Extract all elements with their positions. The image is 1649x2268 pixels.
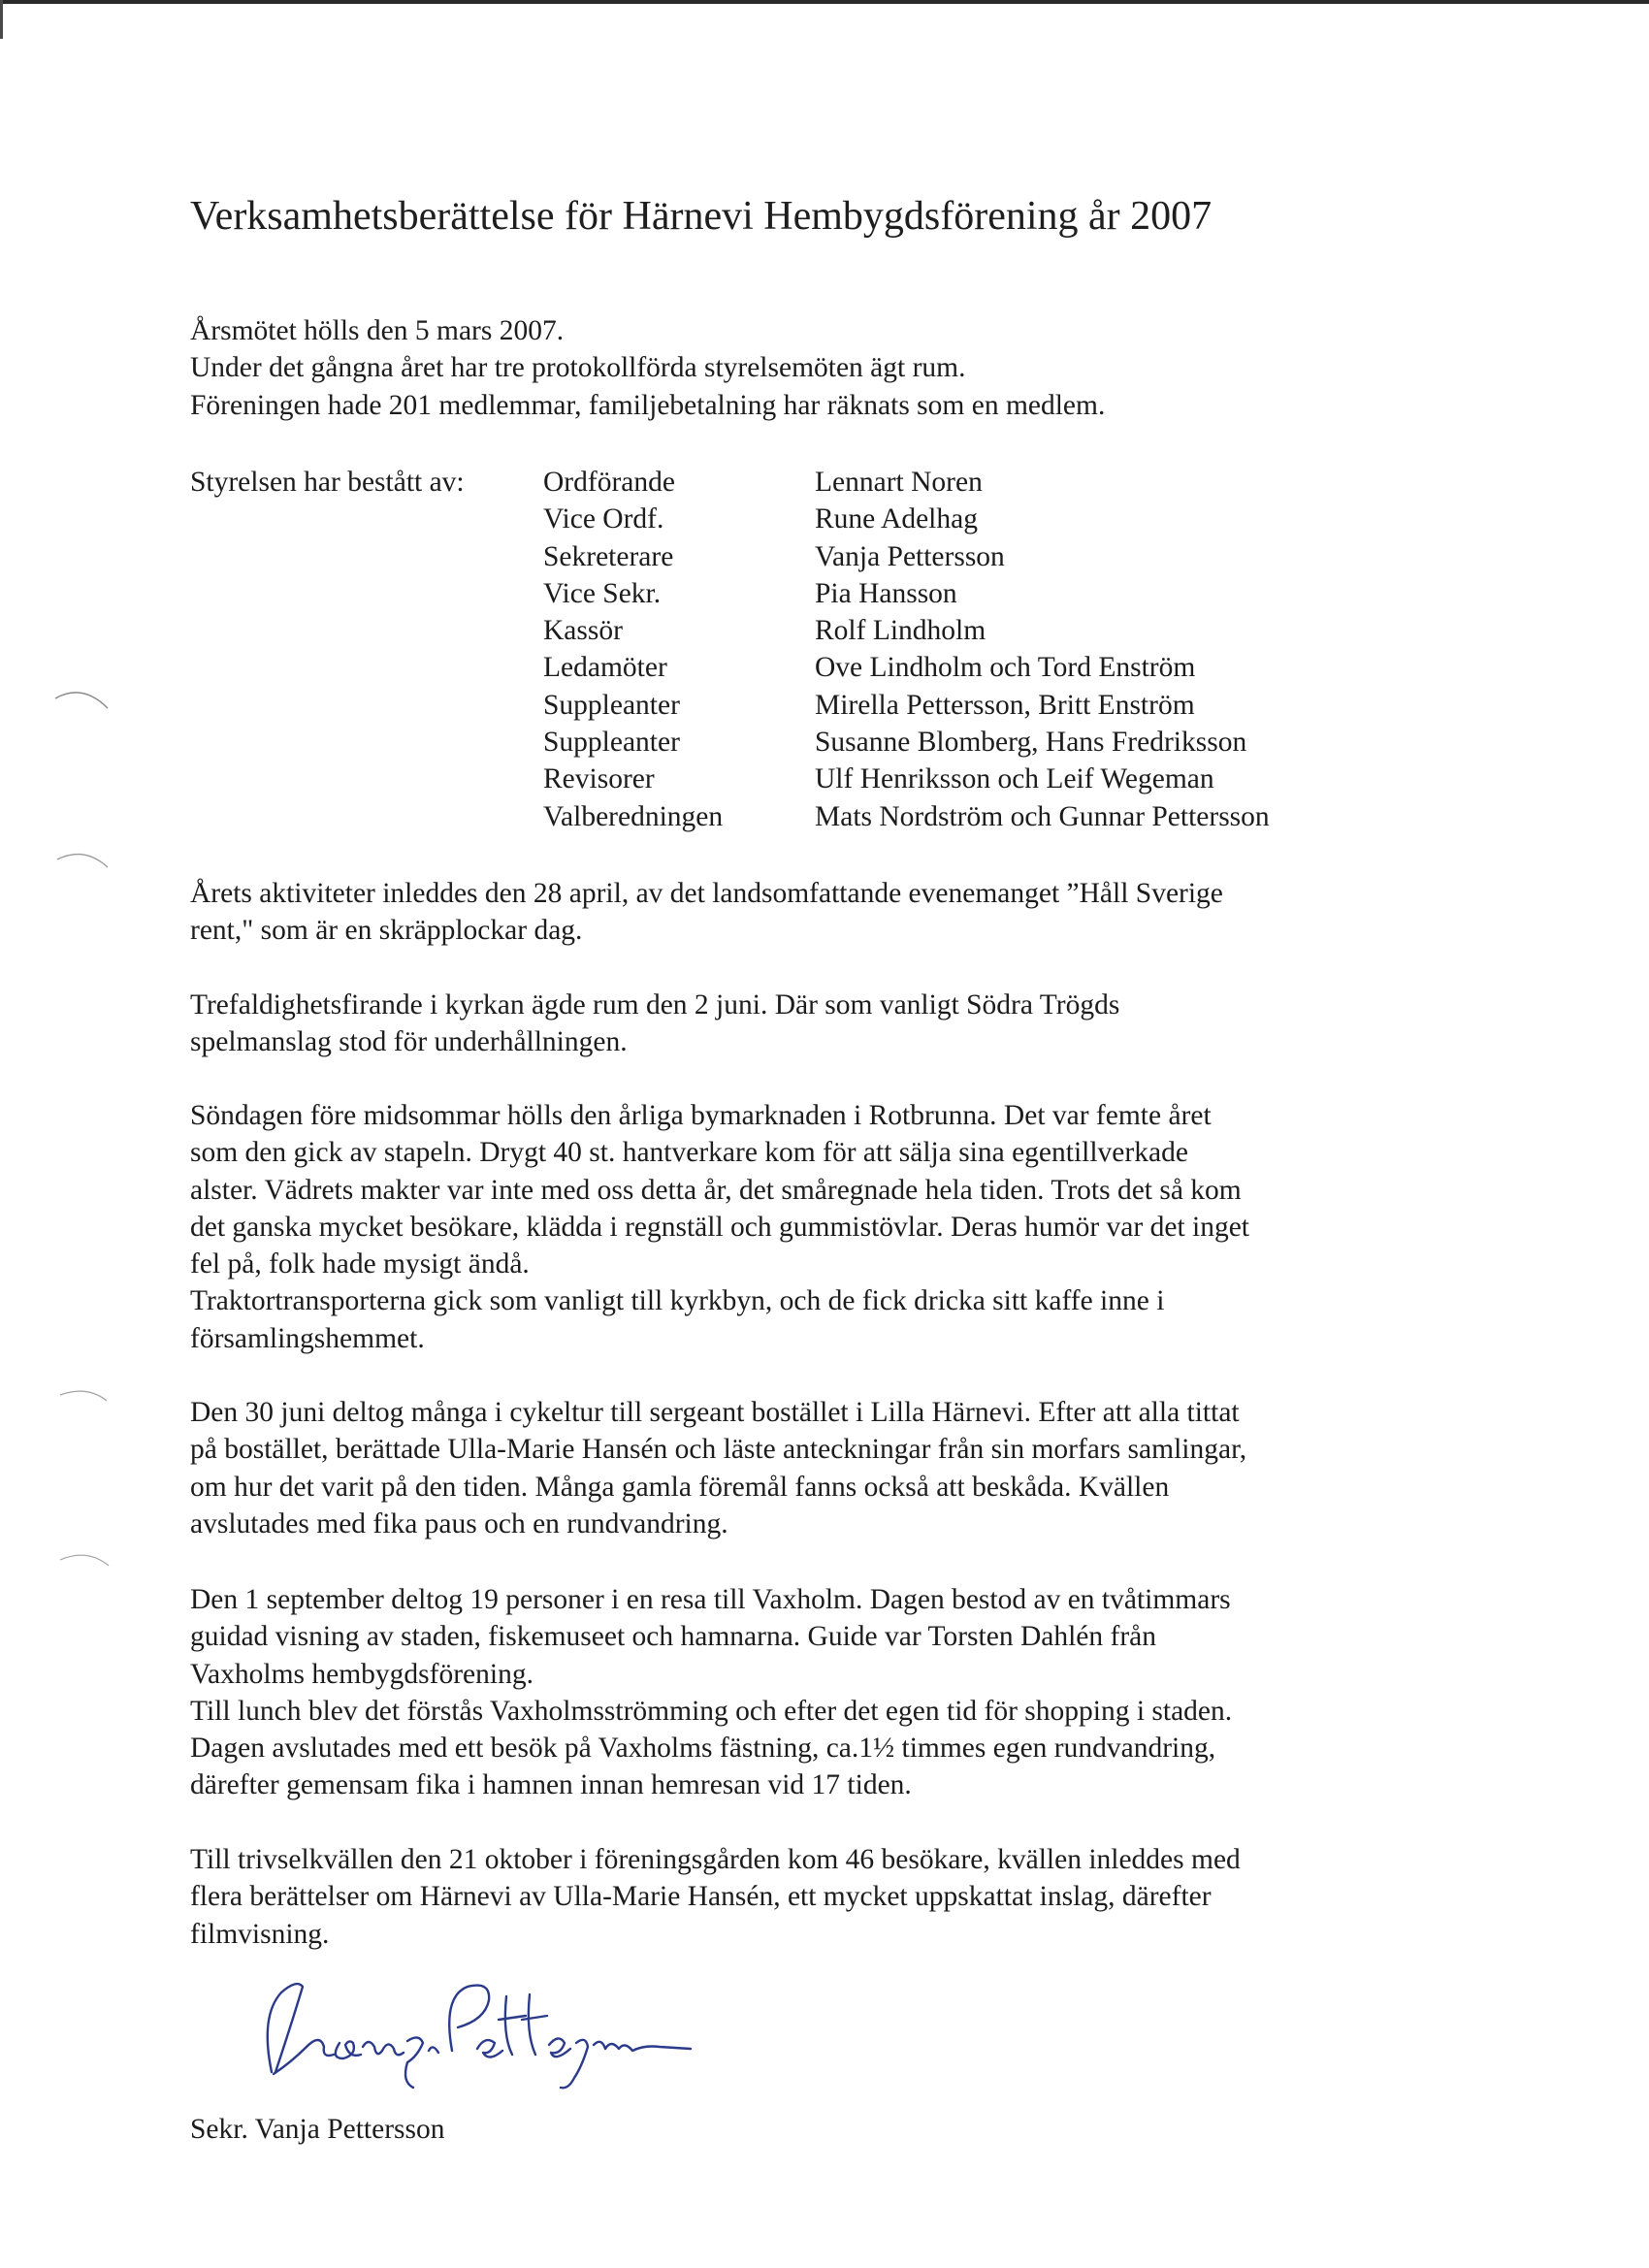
paragraph-activities-start — [190, 875, 1451, 950]
board-role: Valberedningen — [543, 800, 724, 832]
board-member-row — [543, 761, 1513, 797]
paragraph-line: Dagen avslutades med ett besök på Vaxholms fästning, ca.1½ timmes egen rundvandring, — [190, 1733, 1216, 1765]
scan-edge-left — [0, 0, 3, 39]
paragraph-line: församlingshemmet. — [190, 1322, 425, 1354]
paragraph-line: det ganska mycket besökare, klädda i regnställ och gummistövlar. Deras humör var det inget — [190, 1211, 1250, 1243]
paragraph-line: avslutades med fika paus och en rundvandring. — [190, 1507, 728, 1539]
paragraph-trefaldighet — [190, 987, 1451, 1061]
paragraph-bymarknad — [190, 1097, 1451, 1357]
scan-edge-top — [0, 0, 1649, 4]
board-role: Revisorer — [543, 763, 655, 795]
board-name: Mats Nordström och Gunnar Pettersson — [815, 800, 1270, 832]
paragraph-line: Söndagen före midsommar hölls den årliga bymarknaden i Rotbrunna. Det var femte året — [190, 1100, 1212, 1131]
intro-block — [190, 312, 1451, 424]
paragraph-line: alster. Vädrets makter var inte med oss detta år, det småregnade hela tiden. Trots det så kom — [190, 1174, 1242, 1206]
board-name: Rune Adelhag — [815, 503, 978, 535]
intro-line: Under det gångna året har tre protokollförda styrelsemöten ägt rum. — [190, 352, 966, 384]
board-member-row — [543, 464, 1513, 501]
board-member-row — [543, 687, 1513, 724]
board-role: Suppleanter — [543, 727, 680, 759]
board-member-row — [543, 575, 1513, 612]
board-role: Kassör — [543, 615, 623, 647]
board-list — [543, 464, 1513, 835]
board-name: Rolf Lindholm — [815, 615, 986, 647]
board-member-row — [543, 649, 1513, 686]
paragraph-line: rent," som är en skräpplockar dag. — [190, 915, 583, 947]
board-name: Pia Hansson — [815, 577, 957, 609]
punch-hole-mark — [55, 842, 113, 881]
board-member-row — [543, 538, 1513, 575]
board-role: Vice Sekr. — [543, 577, 662, 609]
board-member-row — [543, 724, 1513, 761]
board-member-row — [543, 798, 1513, 835]
punch-hole-mark — [58, 1544, 116, 1583]
document-title: Verksamhetsberättelse för Härnevi Hembygdsförening år 2007 — [190, 194, 1212, 239]
paragraph-cykeltur — [190, 1394, 1451, 1542]
punch-hole-mark — [58, 1381, 116, 1420]
paragraph-line: därefter gemensam fika i hamnen innan hemresan vid 17 tiden. — [190, 1769, 912, 1801]
intro-line: Föreningen hade 201 medlemmar, familjebetalning har räknats som en medlem. — [190, 389, 1106, 421]
paragraph-line: Till trivselkvällen den 21 oktober i föreningsgården kom 46 besökare, kvällen inleddes med — [190, 1844, 1241, 1875]
paragraph-line: fel på, folk hade mysigt ändå. — [190, 1248, 530, 1280]
board-role: Suppleanter — [543, 689, 680, 721]
board-role: Vice Ordf. — [543, 503, 664, 535]
paragraph-line: Den 30 juni deltog många i cykeltur till sergeant bostället i Lilla Härnevi. Efter att alla tittat — [190, 1397, 1240, 1428]
board-name: Ove Lindholm och Tord Enström — [815, 652, 1196, 684]
board-name: Susanne Blomberg, Hans Fredriksson — [815, 727, 1247, 759]
board-name: Lennart Noren — [815, 467, 983, 498]
board-member-row — [543, 501, 1513, 537]
paragraph-line: Till lunch blev det förstås Vaxholmsströmming och efter det egen tid för shopping i staden. — [190, 1695, 1233, 1727]
board-intro: Styrelsen har bestått av: — [190, 467, 465, 498]
paragraph-line: guidad visning av staden, fiskemuseet och hamnarna. Guide var Torsten Dahlén från — [190, 1621, 1156, 1653]
paragraph-line: spelmanslag stod för underhållningen. — [190, 1026, 628, 1058]
paragraph-line: om hur det varit på den tiden. Många gamla föremål fanns också att beskåda. Kvällen — [190, 1471, 1170, 1503]
paragraph-line: filmvisning. — [190, 1918, 330, 1950]
paragraph-line: Årets aktiviteter inleddes den 28 april, av det landsomfattande evenemanget ”Håll Sverige — [190, 878, 1223, 909]
intro-line: Årsmötet hölls den 5 mars 2007. — [190, 315, 565, 346]
board-role: Ordförande — [543, 467, 675, 498]
board-role: Sekreterare — [543, 540, 674, 572]
board-name: Ulf Henriksson och Leif Wegeman — [815, 763, 1214, 795]
board-member-row — [543, 612, 1513, 649]
paragraph-line: som den gick av stapeln. Drygt 40 st. hantverkare kom för att sälja sina egentillverkade — [190, 1137, 1188, 1169]
board-name: Mirella Pettersson, Britt Enström — [815, 689, 1195, 721]
signature-name-line: Sekr. Vanja Pettersson — [190, 2114, 445, 2145]
paragraph-vaxholm — [190, 1581, 1451, 1804]
paragraph-line: Trefaldighetsfirande i kyrkan ägde rum den 2 juni. Där som vanligt Södra Trögds — [190, 989, 1120, 1021]
paragraph-line: flera berättelser om Härnevi av Ulla-Marie Hansén, ett mycket uppskattat inslag, därefter — [190, 1881, 1212, 1913]
board-name: Vanja Pettersson — [815, 540, 1005, 572]
handwritten-signature — [252, 1958, 718, 2103]
board-role: Ledamöter — [543, 652, 667, 684]
paragraph-trivselkvall — [190, 1841, 1451, 1953]
paragraph-line: Traktortransporterna gick som vanligt till kyrkbyn, och de fick dricka sitt kaffe inne i — [190, 1285, 1165, 1317]
paragraph-line: Den 1 september deltog 19 personer i en resa till Vaxholm. Dagen bestod av en tvåtimmars — [190, 1584, 1231, 1615]
punch-hole-mark — [53, 681, 112, 720]
paragraph-line: på bostället, berättade Ulla-Marie Hansén och läste anteckningar från sin morfars samlingar, — [190, 1434, 1247, 1466]
paragraph-line: Vaxholms hembygdsförening. — [190, 1658, 534, 1690]
